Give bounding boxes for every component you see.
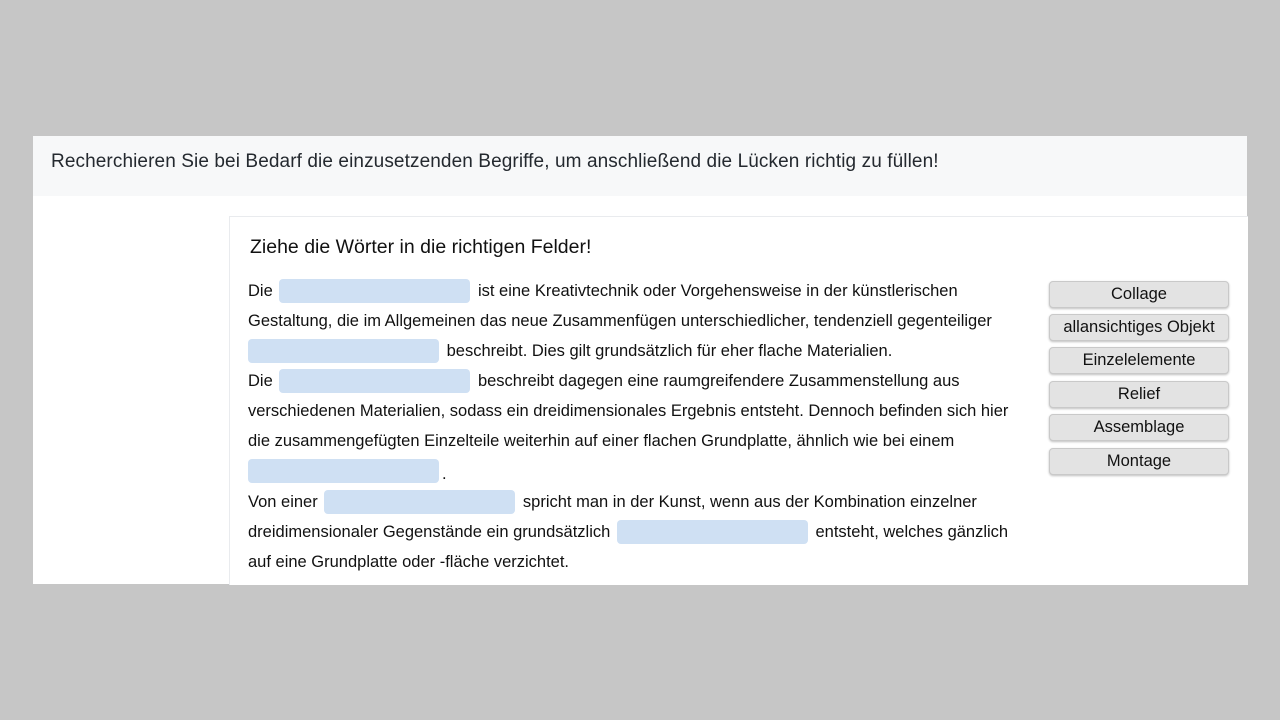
draggable-word-relief[interactable]: Relief — [1049, 381, 1229, 408]
text-segment: beschreibt. Dies gilt grundsätzlich für eher flache Materialien. — [446, 342, 893, 360]
instruction-bar — [33, 136, 1247, 196]
text-line — [248, 487, 977, 517]
text-line — [248, 336, 892, 366]
text-segment: die zusammengefügten Einzelteile weiterhin auf einer flachen Grundplatte, ähnlich wie bei einem — [248, 432, 955, 450]
text-segment: auf eine Grundplatte oder -fläche verzichtet. — [248, 553, 570, 571]
drop-zone-3[interactable] — [279, 369, 470, 393]
text-line — [248, 426, 954, 456]
drop-zone-1[interactable] — [279, 279, 470, 303]
text-line — [248, 366, 960, 396]
text-segment: beschreibt dagegen eine raumgreifendere Zusammenstellung aus — [477, 372, 960, 390]
text-segment: verschiedenen Materialien, sodass ein dreidimensionales Ergebnis entsteht. Dennoch befinden sich hier — [248, 402, 1009, 420]
text-segment: Die — [248, 282, 273, 300]
draggable-word-einzelelemente[interactable]: Einzelelemente — [1049, 347, 1229, 374]
draggable-word-allansichtiges-objekt[interactable]: allansichtiges Objekt — [1049, 314, 1229, 341]
text-line — [248, 517, 1008, 547]
text-segment: . — [442, 465, 447, 483]
text-line — [248, 396, 1008, 426]
drop-zone-5[interactable] — [324, 490, 515, 514]
text-segment: entsteht, welches gänzlich — [815, 523, 1009, 541]
drop-zone-2[interactable] — [248, 339, 439, 363]
text-segment: dreidimensionaler Gegenstände ein grundsätzlich — [248, 523, 611, 541]
text-line — [248, 456, 447, 486]
drop-zone-4[interactable] — [248, 459, 439, 483]
text-segment: spricht man in der Kunst, wenn aus der Kombination einzelner — [522, 493, 977, 511]
draggable-word-collage[interactable]: Collage — [1049, 281, 1229, 308]
text-line — [248, 547, 569, 577]
draggable-word-assemblage[interactable]: Assemblage — [1049, 414, 1229, 441]
exercise-title: Ziehe die Wörter in die richtigen Felder! — [250, 236, 592, 258]
instruction-text: Recherchieren Sie bei Bedarf die einzusetzenden Begriffe, um anschließend die Lücken richtig zu füllen! — [51, 151, 939, 172]
text-segment: Gestaltung, die im Allgemeinen das neue Zusammenfügen unterschiedlicher, tendenziell gegenteiliger — [248, 312, 992, 330]
text-segment: Die — [248, 372, 273, 390]
text-line — [248, 276, 958, 306]
text-line — [248, 306, 992, 336]
draggable-word-montage[interactable]: Montage — [1049, 448, 1229, 475]
drag-text-exercise — [229, 216, 1248, 585]
text-segment: Von einer — [248, 493, 318, 511]
text-segment: ist eine Kreativtechnik oder Vorgehensweise in der künstlerischen — [477, 282, 958, 300]
exercise-card — [33, 136, 1247, 584]
drop-zone-6[interactable] — [617, 520, 808, 544]
